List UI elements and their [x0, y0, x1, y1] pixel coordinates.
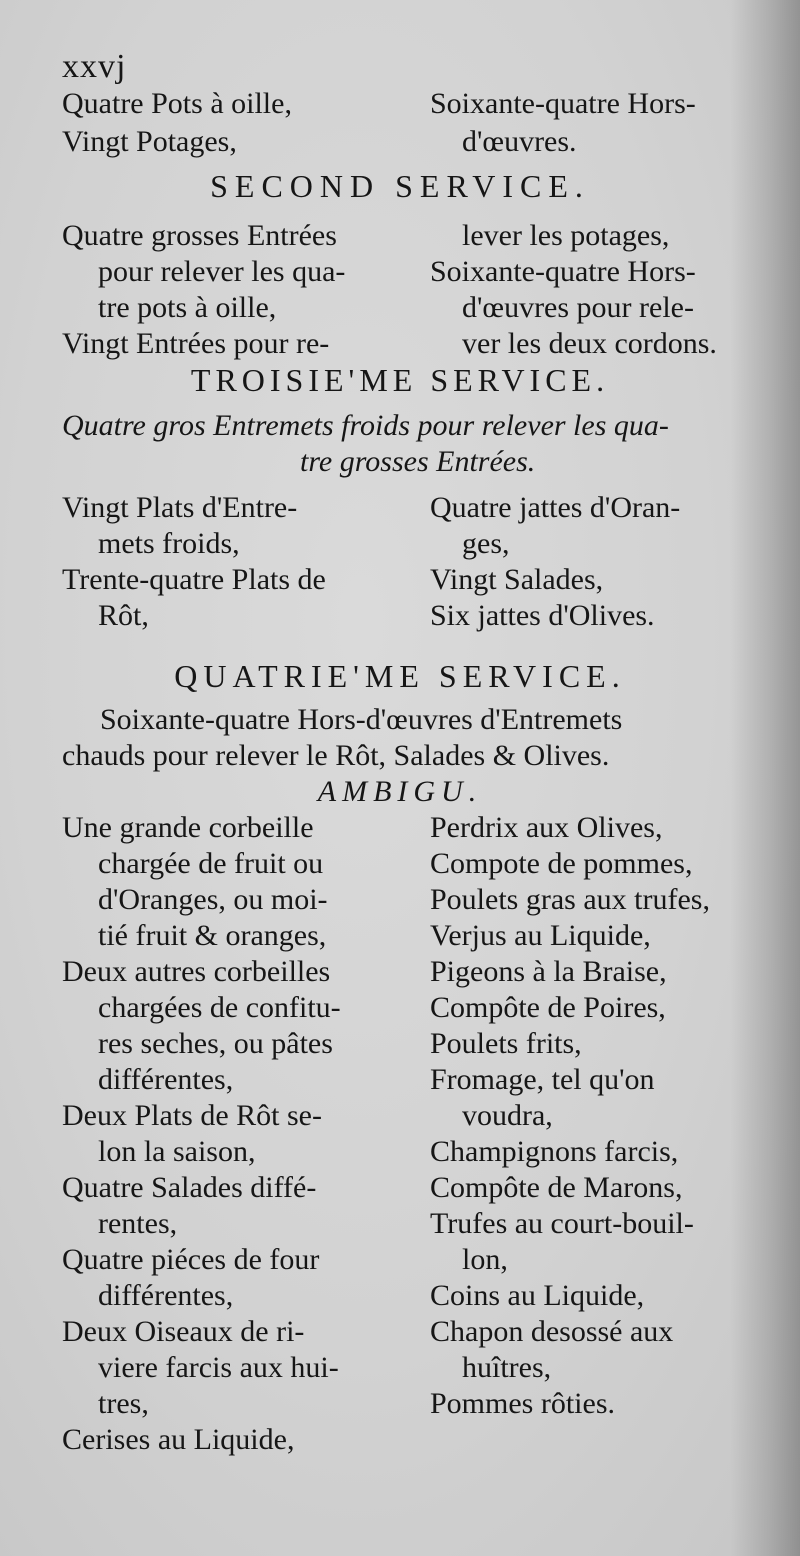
menu-line: Poulets gras aux trufes,	[430, 883, 710, 916]
menu-line: chargées de confitu-	[98, 991, 341, 1024]
menu-line: Champignons farcis,	[430, 1135, 679, 1168]
menu-line: huîtres,	[462, 1351, 552, 1384]
menu-line: pour relever les qua-	[98, 255, 346, 288]
menu-line: Trufes au court-bouil-	[430, 1207, 694, 1240]
heading-second-service: SECOND SERVICE.	[210, 168, 590, 204]
menu-line: Perdrix aux Olives,	[430, 811, 663, 844]
menu-line: d'œuvres.	[462, 125, 577, 158]
paragraph-line: Soixante-quatre Hors-d'œuvres d'Entremets	[100, 703, 623, 736]
page-number: xxvj	[62, 48, 127, 85]
menu-line: Vingt Plats d'Entre-	[62, 491, 298, 524]
menu-line: Quatre piéces de four	[62, 1243, 320, 1276]
menu-line: Vingt Entrées pour re-	[62, 327, 330, 360]
menu-line: res seches, ou pâtes	[98, 1027, 333, 1060]
menu-line: lon,	[462, 1243, 508, 1276]
menu-line: Verjus au Liquide,	[430, 919, 651, 952]
menu-line: d'œuvres pour rele-	[462, 291, 694, 324]
menu-line: Quatre grosses Entrées	[62, 219, 337, 252]
menu-line: Cerises au Liquide,	[62, 1423, 295, 1456]
menu-line: Trente-quatre Plats de	[62, 563, 326, 596]
menu-line: Compôte de Marons,	[430, 1171, 683, 1204]
menu-line: Pigeons à la Braise,	[430, 955, 667, 988]
menu-line: Deux autres corbeilles	[62, 955, 331, 988]
menu-line: Chapon desossé aux	[430, 1315, 674, 1348]
menu-line: Pommes rôties.	[430, 1387, 615, 1420]
menu-line: voudra,	[462, 1099, 553, 1132]
menu-line: lever les potages,	[462, 219, 670, 252]
menu-line: Vingt Potages,	[62, 125, 237, 158]
italic-line: tre grosses Entrées.	[300, 445, 536, 478]
italic-line: Quatre gros Entremets froids pour relever les qua-	[62, 409, 669, 442]
menu-line: Rôt,	[98, 599, 149, 632]
menu-line: d'Oranges, ou moi-	[98, 883, 328, 916]
menu-line: tié fruit & oranges,	[98, 919, 327, 952]
menu-line: Six jattes d'Olives.	[430, 599, 655, 632]
menu-line: Fromage, tel qu'on	[430, 1063, 655, 1096]
menu-line: Soixante-quatre Hors-	[430, 255, 696, 288]
paragraph-line: chauds pour relever le Rôt, Salades & Olives.	[62, 739, 610, 772]
heading-troisieme-service: TROISIE'ME SERVICE.	[190, 362, 610, 398]
menu-line: Quatre Salades diffé-	[62, 1171, 317, 1204]
menu-line: ges,	[462, 527, 510, 560]
menu-line: lon la saison,	[98, 1135, 256, 1168]
menu-line: Une grande corbeille	[62, 811, 314, 844]
heading-quatrieme-service: QUATRIE'ME SERVICE.	[174, 658, 626, 694]
menu-line: Coins au Liquide,	[430, 1279, 645, 1312]
menu-line: ver les deux cordons.	[462, 327, 717, 360]
menu-line: Compote de pommes,	[430, 847, 693, 880]
menu-line: différentes,	[98, 1063, 234, 1096]
menu-line: viere farcis aux hui-	[98, 1351, 339, 1384]
menu-line: Compôte de Poires,	[430, 991, 666, 1024]
menu-line: différentes,	[98, 1279, 234, 1312]
menu-line: tre pots à oille,	[98, 291, 277, 324]
menu-line: Deux Oiseaux de ri-	[62, 1315, 305, 1348]
menu-line: Quatre Pots à oille,	[62, 87, 292, 120]
heading-ambigu: AMBIGU.	[317, 775, 483, 808]
menu-line: Poulets frits,	[430, 1027, 582, 1060]
menu-line: Soixante-quatre Hors-	[430, 87, 696, 120]
menu-line: tres,	[98, 1387, 149, 1420]
menu-line: Quatre jattes d'Oran-	[430, 491, 681, 524]
menu-line: rentes,	[98, 1207, 178, 1240]
menu-line: chargée de fruit ou	[98, 847, 324, 880]
menu-line: Vingt Salades,	[430, 563, 604, 596]
menu-line: Deux Plats de Rôt se-	[62, 1099, 322, 1132]
menu-line: mets froids,	[98, 527, 240, 560]
